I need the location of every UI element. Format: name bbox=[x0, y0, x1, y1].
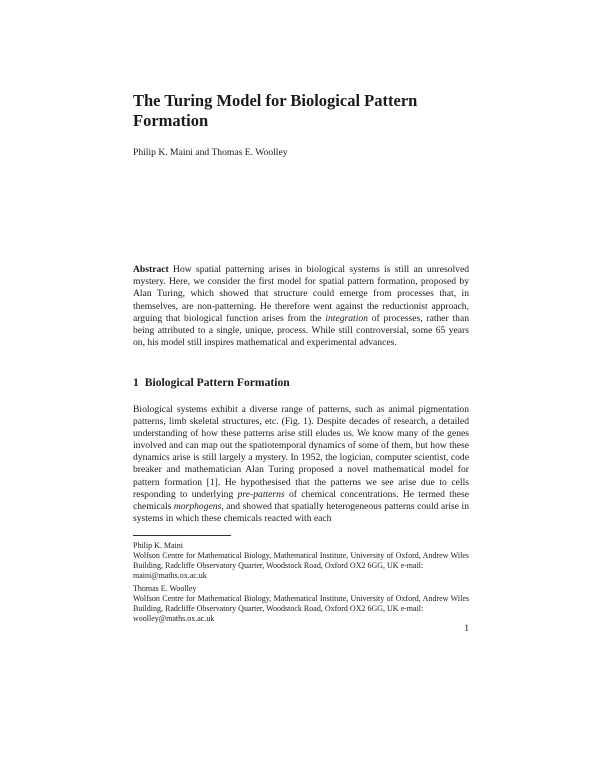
affiliation-name: Philip K. Maini bbox=[133, 541, 184, 550]
author-list: Philip K. Maini and Thomas E. Woolley bbox=[133, 147, 288, 158]
abstract-label: Abstract bbox=[133, 264, 169, 275]
footnote-rule bbox=[133, 535, 231, 536]
affiliation-woolley bbox=[133, 584, 469, 624]
abstract-text-1: How spatial patterning arises in biological systems is still an unresolved mystery. Here, we consider the first model for spatial pattern formation, proposed by Alan Turing, which showed that structure could emerge from processes that, in themselves, are non-patterning. He therefore went against the reductionist approach, arguing that biological function arises from the bbox=[133, 264, 469, 324]
affiliation-email: maini@maths.ox.ac.uk bbox=[133, 571, 207, 580]
abstract bbox=[133, 264, 469, 349]
affiliation-address: Wolfson Centre for Mathematical Biology, Mathematical Institute, University of Oxford, Andrew Wiles Building, Radcliffe Observatory Quarter, Woodstock Road, Oxford OX2 6GG, UK e-mail: bbox=[133, 594, 469, 613]
affiliation-maini bbox=[133, 541, 469, 581]
section-title: Biological Pattern Formation bbox=[144, 376, 290, 389]
body-emphasis-morphogens: morphogens bbox=[173, 500, 222, 512]
abstract-text-2: of processes, rather than being attributed to a single, unique, process. While still controversial, some 65 years on, his model still inspires mathematical and experimental advances. bbox=[133, 312, 470, 349]
affiliation-email: woolley@maths.ox.ac.uk bbox=[133, 614, 215, 623]
affiliation-name: Thomas E. Woolley bbox=[133, 584, 197, 593]
body-paragraph bbox=[133, 404, 469, 525]
affiliation-address: Wolfson Centre for Mathematical Biology, Mathematical Institute, University of Oxford, Andrew Wiles Building, Radcliffe Observatory Quarter, Woodstock Road, Oxford OX2 6GG, UK e-mail: bbox=[133, 551, 469, 570]
body-text-3: , and showed that spatially heterogeneous patterns could arise in systems in which these chemicals reacted with each bbox=[133, 500, 469, 524]
page-number: 1 bbox=[464, 623, 469, 634]
paper-title: The Turing Model for Biological Pattern Formation bbox=[133, 91, 418, 130]
section-heading bbox=[133, 376, 290, 390]
body-text-2: of chemical concentrations. He termed these chemicals bbox=[133, 488, 469, 512]
body-text-1: Biological systems exhibit a diverse range of patterns, such as animal pigmentation patterns, limb skeletal structures, etc. (Fig. 1). Despite decades of research, a detailed understanding of how these patterns arise still eludes us. We know many of the genes involved and can map out the spatiotemporal dynamics of some of them, but how these dynamics arise is still largely a mystery. In 1952, the logician, computer scientist, code breaker and mathematician Alan Turing proposed a novel mathematical model for pattern formation [1]. He hypothesised that the patterns we see arise due to cells responding to underlying bbox=[133, 404, 469, 500]
section-number: 1 bbox=[133, 376, 139, 389]
body-emphasis-prepatterns: pre-patterns bbox=[237, 488, 285, 500]
abstract-emphasis: integration bbox=[325, 312, 368, 324]
